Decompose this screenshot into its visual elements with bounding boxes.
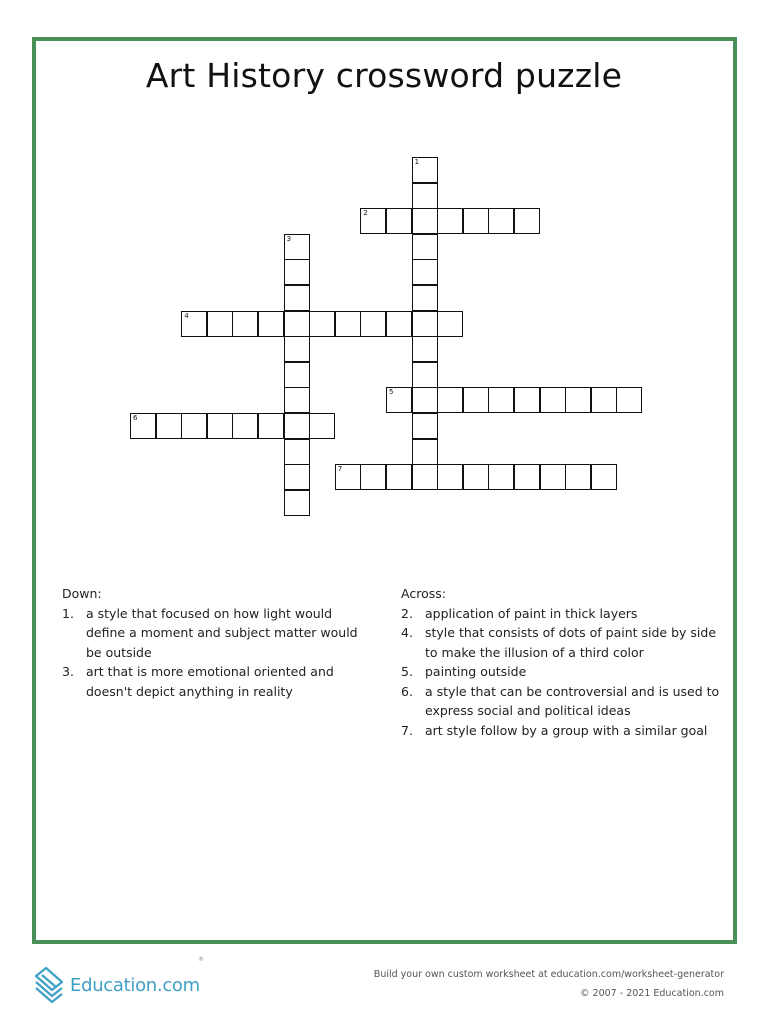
crossword-cell[interactable] (181, 311, 207, 337)
down-clue-3 (62, 662, 372, 701)
down-heading: Down: (62, 586, 102, 601)
across-clue-2 (401, 604, 721, 624)
across-clues (401, 584, 721, 740)
crossword-cell[interactable] (360, 311, 386, 337)
crossword-cell[interactable] (488, 387, 514, 413)
crossword-cell[interactable] (412, 234, 438, 260)
clue-text: painting outside (425, 664, 527, 679)
crossword-cell[interactable] (207, 413, 233, 439)
crossword-cell[interactable] (463, 208, 489, 234)
brand-name: Education.com (70, 975, 200, 996)
crossword-cell[interactable] (565, 387, 591, 413)
worksheet-generator-link[interactable]: Build your own custom worksheet at education.com/worksheet-generator (373, 969, 724, 980)
clue-text: style that consists of dots of paint side by side to make the illusion of a third color (425, 625, 717, 660)
clue-number: 3. (62, 664, 74, 679)
crossword-cell[interactable] (207, 311, 233, 337)
across-clue-5 (401, 662, 721, 682)
crossword-cell[interactable] (335, 464, 361, 490)
crossword-cell[interactable] (412, 464, 438, 490)
crossword-cell[interactable] (616, 387, 642, 413)
across-clue-6 (401, 682, 721, 721)
crossword-cell[interactable] (412, 439, 438, 465)
across-clue-7 (401, 721, 721, 741)
crossword-cell[interactable] (412, 311, 438, 337)
crossword-cell[interactable] (284, 387, 310, 413)
crossword-cell[interactable] (412, 259, 438, 285)
crossword-cell[interactable] (514, 464, 540, 490)
cell-number: 7 (337, 465, 343, 474)
crossword-cell[interactable] (284, 439, 310, 465)
crossword-cell[interactable] (386, 311, 412, 337)
down-clues (62, 584, 372, 701)
clue-number: 5. (401, 664, 413, 679)
crossword-cell[interactable] (437, 311, 463, 337)
crossword-cell[interactable] (284, 490, 310, 516)
clue-number: 7. (401, 722, 413, 738)
crossword-cell[interactable] (412, 362, 438, 388)
crossword-cell[interactable] (360, 208, 386, 234)
cell-number: 2 (363, 209, 368, 218)
cell-number: 6 (133, 414, 138, 422)
crossword-cell[interactable] (463, 387, 489, 413)
crossword-cell[interactable] (412, 387, 438, 413)
registered-mark: ® (198, 956, 204, 963)
clue-text: application of paint in thick layers (425, 605, 638, 621)
down-clue-1 (62, 604, 372, 663)
clue-number: 2. (401, 605, 413, 621)
education-logo-icon (32, 964, 68, 1004)
clue-text: art that is more emotional oriented and doesn't depict anything in reality (86, 664, 334, 699)
crossword-cell[interactable] (258, 413, 284, 439)
crossword-cell[interactable] (181, 413, 207, 439)
crossword-cell[interactable] (591, 387, 617, 413)
crossword-cell[interactable] (540, 464, 566, 490)
crossword-cell[interactable] (591, 464, 617, 490)
cell-number: 4 (184, 311, 189, 320)
crossword-cell[interactable] (386, 464, 412, 490)
crossword-cell[interactable] (309, 413, 335, 439)
crossword-cell[interactable] (540, 387, 566, 413)
crossword-cell[interactable] (284, 413, 310, 439)
crossword-cell[interactable] (156, 413, 182, 439)
across-heading: Across: (401, 586, 446, 601)
clue-number: 1. (62, 605, 74, 621)
crossword-cell[interactable] (284, 311, 310, 337)
crossword-cell[interactable] (412, 157, 438, 183)
crossword-cell[interactable] (386, 208, 412, 234)
crossword-cell[interactable] (335, 311, 361, 337)
crossword-cell[interactable] (412, 285, 438, 311)
crossword-cell[interactable] (284, 464, 310, 490)
crossword-cell[interactable] (463, 464, 489, 490)
crossword-cell[interactable] (514, 387, 540, 413)
crossword-cell[interactable] (412, 183, 438, 209)
education-logo[interactable] (32, 956, 232, 1004)
crossword-cell[interactable] (488, 464, 514, 490)
crossword-cell[interactable] (437, 387, 463, 413)
clue-number: 6. (401, 683, 413, 699)
clue-text: art style follow by a group with a similar goal (425, 722, 708, 738)
clue-text: a style that focused on how light would define a moment and subject matter would be outside (86, 605, 358, 660)
crossword-cell[interactable] (437, 208, 463, 234)
copyright-text: © 2007 - 2021 Education.com (580, 988, 724, 999)
clue-number: 4. (401, 625, 413, 640)
crossword-cell[interactable] (284, 234, 310, 260)
crossword-cell[interactable] (258, 311, 284, 337)
crossword-cell[interactable] (488, 208, 514, 234)
crossword-cell[interactable] (284, 362, 310, 388)
crossword-cell[interactable] (284, 336, 310, 362)
crossword-cell[interactable] (412, 413, 438, 439)
crossword-cell[interactable] (309, 311, 335, 337)
crossword-cell[interactable] (565, 464, 591, 490)
crossword-cell[interactable] (232, 413, 258, 439)
crossword-cell[interactable] (514, 208, 540, 234)
cell-number: 1 (414, 158, 420, 166)
crossword-cell[interactable] (130, 413, 156, 439)
across-clue-4 (401, 623, 721, 662)
crossword-cell[interactable] (412, 336, 438, 362)
cell-number: 3 (286, 234, 292, 243)
clue-text: a style that can be controversial and is used to express social and political ideas (425, 683, 720, 718)
cell-number: 5 (389, 388, 394, 397)
crossword-cell[interactable] (360, 464, 386, 490)
crossword-cell[interactable] (284, 285, 310, 311)
crossword-cell[interactable] (412, 208, 438, 234)
crossword-cell[interactable] (284, 259, 310, 285)
page-title: Art History crossword puzzle (145, 56, 623, 95)
crossword-cell[interactable] (232, 311, 258, 337)
crossword-cell[interactable] (437, 464, 463, 490)
crossword-cell[interactable] (386, 387, 412, 413)
